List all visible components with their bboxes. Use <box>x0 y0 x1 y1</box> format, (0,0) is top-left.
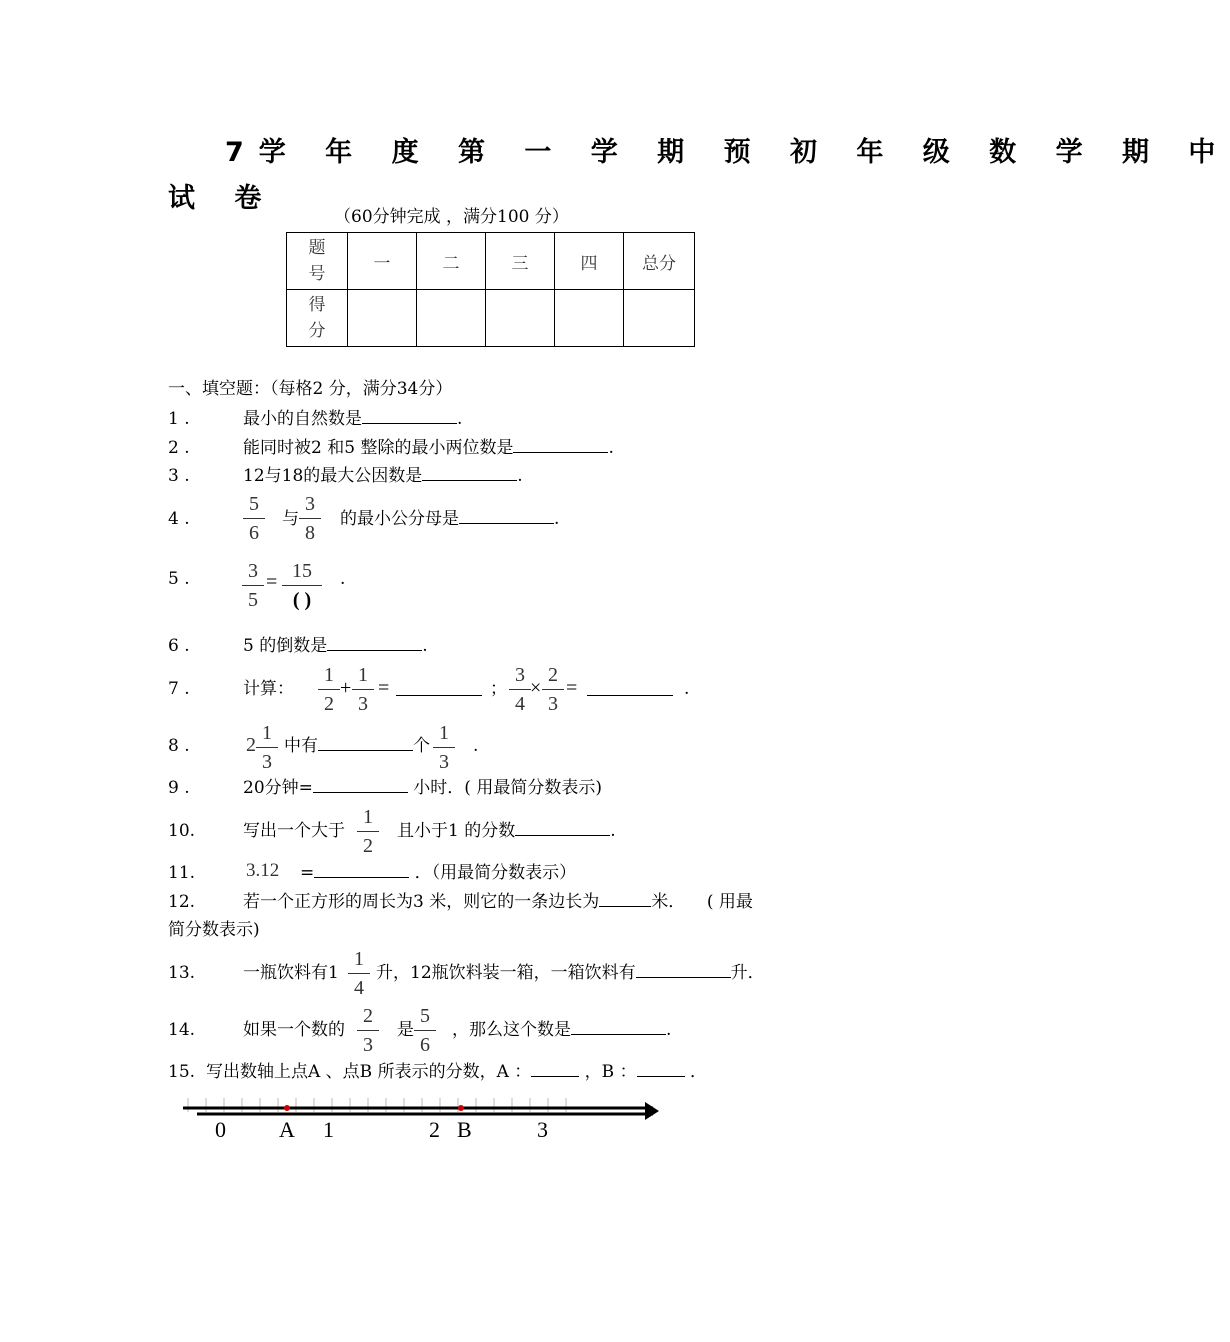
fraction: 3 5 <box>240 558 266 613</box>
question-number: 9 . <box>168 778 190 798</box>
question-text: 个 <box>413 736 430 756</box>
question-number: 4 . <box>168 509 190 529</box>
score-input-cell[interactable] <box>486 290 555 347</box>
question-number: 12. <box>168 892 196 912</box>
answer-blank[interactable] <box>513 438 608 453</box>
question-2: 能同时被2 和5 整除的最小两位数是 . <box>243 438 614 458</box>
question-text: ． <box>689 1062 707 1082</box>
question-3: 12与18的最大公因数是 . <box>243 466 523 486</box>
exam-title-line1: 7学 年 度 第 一 学 期 预 初 年 级 数 学 期 中 <box>225 137 1230 168</box>
score-header-cell: 一 <box>348 233 417 290</box>
tick-label-1: 1 <box>323 1117 334 1142</box>
question-text: 最小的自然数是 <box>243 409 362 429</box>
section-heading: 一、填空题：（每格2 分，满分34分） <box>168 379 453 399</box>
answer-blank[interactable] <box>459 509 554 524</box>
answer-blank[interactable] <box>313 778 408 793</box>
score-input-cell[interactable] <box>417 290 486 347</box>
question-text: 写出数轴上点A 、点B 所表示的分数，A ： <box>206 1062 532 1082</box>
question-text: 5 的倒数是 <box>243 636 328 656</box>
period: . <box>340 569 346 589</box>
tick-label-0: 0 <box>215 1117 226 1142</box>
question-text: 如果一个数的 <box>243 1020 345 1040</box>
question-number: 2 . <box>168 438 190 458</box>
answer-blank[interactable] <box>422 466 517 481</box>
score-input-cell[interactable] <box>555 290 624 347</box>
fraction: 5 6 <box>412 1003 438 1058</box>
question-text: ．（用最简分数表示） <box>414 863 577 883</box>
question-text: 中有 <box>284 736 318 756</box>
question-text: 写出一个大于 <box>243 821 345 841</box>
repeating-decimal: 3.12 <box>246 860 280 881</box>
tick-label-2: 2 <box>429 1117 440 1142</box>
answer-blank[interactable] <box>571 1020 666 1035</box>
answer-blank[interactable] <box>314 863 409 878</box>
question-text: 计算： <box>243 679 294 699</box>
question-text: 一瓶饮料有1 <box>243 963 339 983</box>
equals-sign: = <box>378 677 390 699</box>
times-sign: × <box>530 677 542 699</box>
question-text: 与 <box>282 509 299 529</box>
answer-blank[interactable] <box>396 681 482 696</box>
answer-blank[interactable] <box>318 736 413 751</box>
question-text: 的最小公分母是 <box>340 509 459 529</box>
question-number: 1 . <box>168 409 190 429</box>
score-header-cell: 四 <box>555 233 624 290</box>
question-9 <box>243 777 602 799</box>
question-text: ，那么这个数是 <box>452 1020 571 1040</box>
question-text: ，B ： <box>584 1062 637 1082</box>
semicolon: ； <box>490 679 507 699</box>
plus-sign: + <box>340 677 352 699</box>
fraction: 3 4 <box>507 662 533 717</box>
question-text: 升，12瓶饮料装一箱，一箱饮料有 <box>376 963 636 983</box>
question-text: 12与18的最大公因数是 <box>243 466 423 486</box>
arrow-head <box>645 1102 659 1120</box>
fraction: 2 3 <box>540 662 566 717</box>
answer-blank[interactable] <box>599 892 651 907</box>
fraction: 1 3 <box>431 720 457 775</box>
fraction: 1 2 <box>355 804 381 859</box>
question-text: 是 <box>397 1020 414 1040</box>
number-line <box>175 1092 675 1148</box>
answer-blank-b[interactable] <box>637 1062 685 1077</box>
question-1: 最小的自然数是 . <box>243 409 463 429</box>
score-input-cell[interactable] <box>348 290 417 347</box>
question-6: 5 的倒数是 . <box>243 636 428 656</box>
fraction: 5 6 <box>241 491 267 546</box>
mixed-whole: 2 <box>246 734 256 756</box>
question-11 <box>300 862 576 884</box>
question-4: 的最小公分母是 . <box>340 509 560 529</box>
point-label-b: B <box>457 1117 472 1142</box>
fraction: 2 3 <box>355 1003 381 1058</box>
question-number: 15. <box>168 1062 196 1082</box>
question-number: 5 . <box>168 569 190 589</box>
equals-sign: = <box>566 677 578 699</box>
question-15 <box>206 1061 707 1083</box>
question-number: 11. <box>168 863 196 883</box>
unit-text: 米． <box>651 892 686 912</box>
tick-label-3: 3 <box>537 1117 548 1142</box>
question-text: 能同时被2 和5 整除的最小两位数是 <box>243 438 514 458</box>
point-a-marker <box>284 1105 290 1111</box>
score-header-cell: 总分 <box>624 233 695 290</box>
question-text: = <box>300 863 315 883</box>
question-text: 若一个正方形的周长为3 米，则它的一条边长为 <box>243 892 600 912</box>
question-number: 10. <box>168 821 196 841</box>
question-number: 7 . <box>168 679 190 699</box>
question-number: 6 . <box>168 636 190 656</box>
fraction: 3 8 <box>297 491 323 546</box>
question-8 <box>284 735 430 757</box>
question-text: 升． <box>730 963 765 983</box>
score-row-label: 得分 <box>287 290 348 347</box>
question-text: 且小于1 的分数 <box>397 821 516 841</box>
question-13 <box>376 962 765 984</box>
question-14: ，那么这个数是 . <box>452 1020 672 1040</box>
question-number: 3 . <box>168 466 190 486</box>
answer-blank[interactable] <box>636 963 731 978</box>
question-12 <box>243 891 753 913</box>
fraction: 1 3 <box>254 720 280 775</box>
equals-sign: = <box>266 571 278 593</box>
answer-blank-a[interactable] <box>531 1062 579 1077</box>
score-header-cell: 三 <box>486 233 555 290</box>
score-header-cell: 二 <box>417 233 486 290</box>
answer-blank[interactable] <box>362 409 457 424</box>
question-number: 14. <box>168 1020 196 1040</box>
score-header-cell: 题号 <box>287 233 348 290</box>
score-table <box>286 232 695 347</box>
question-text: 小时．( 用最简分数表示) <box>413 778 602 798</box>
question-text: 20分钟= <box>243 778 313 798</box>
fraction: 1 3 <box>350 662 376 717</box>
period: . <box>473 736 479 756</box>
answer-blank[interactable] <box>327 636 422 651</box>
point-label-a: A <box>279 1117 295 1142</box>
answer-blank[interactable] <box>587 681 673 696</box>
answer-blank[interactable] <box>515 821 610 836</box>
score-input-cell[interactable] <box>624 290 695 347</box>
fraction: 15 ( ) <box>280 558 324 613</box>
exam-subtitle: （60分钟完成 ，满分100 分） <box>334 207 569 227</box>
note-text: ( 用最 <box>706 892 753 912</box>
question-text: 简分数表示) <box>168 920 260 940</box>
fraction: 1 2 <box>316 662 342 717</box>
question-10: 且小于1 的分数 . <box>397 821 616 841</box>
exam-title-line2: 试 卷 <box>168 183 277 214</box>
point-b-marker <box>458 1105 464 1111</box>
question-number: 13. <box>168 963 196 983</box>
fraction: 1 4 <box>346 946 372 1001</box>
question-number: 8 . <box>168 736 190 756</box>
period: . <box>684 679 690 699</box>
